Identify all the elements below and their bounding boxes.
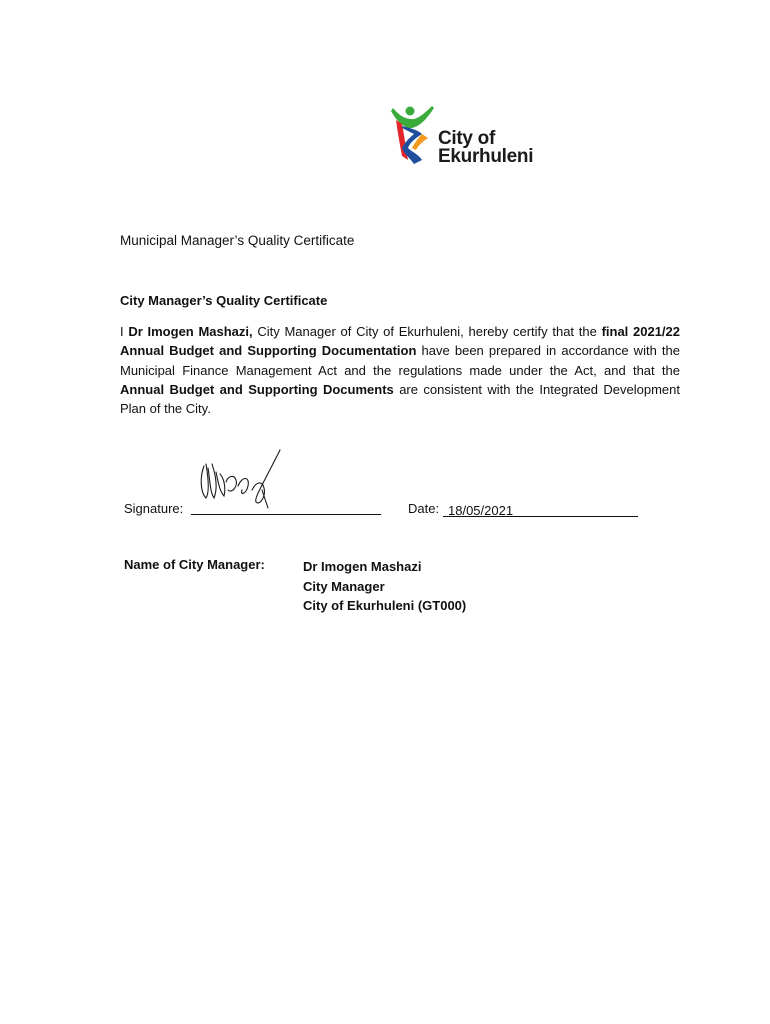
date-label: Date: [408, 501, 440, 516]
body-bold-name: Dr Imogen Mashazi, [128, 324, 253, 339]
certificate-title: City Manager’s Quality Certificate [120, 293, 328, 308]
logo-line2: Ekurhuleni [438, 146, 534, 167]
city-logo-emblem [388, 104, 438, 170]
body-bold-budget: final 2021/22 Annual Budget and Supporting Documentation [120, 324, 680, 359]
manager-name-label: Name of City Manager: [124, 557, 265, 572]
body-text-1: I [120, 324, 129, 339]
date-line [443, 516, 638, 517]
city-logo-wordmark [438, 130, 533, 166]
body-bold-documents: Annual Budget and Supporting Documents [120, 381, 394, 397]
manager-details [303, 557, 466, 616]
body-text-2: City Manager of City of Ekurhuleni, hereby certify that the [252, 324, 602, 339]
logo-line1: City of [438, 128, 496, 149]
manager-title: City Manager [303, 578, 385, 594]
city-logo [388, 104, 534, 170]
manager-name: Dr Imogen Mashazi [303, 559, 422, 574]
body-text-4: are consistent with the Integrated Development Plan of the City. [120, 381, 680, 417]
certificate-body [120, 322, 680, 418]
document-heading: Municipal Manager’s Quality Certificate [120, 233, 355, 248]
date-value: 18/05/2021 [448, 503, 514, 518]
manager-organisation: City of Ekurhuleni (GT000) [303, 598, 467, 613]
handwritten-signature [190, 446, 290, 516]
signature-label: Signature: [124, 501, 184, 516]
body-text-3: have been prepared in accordance with the Municipal Finance Management Act and the regulations made under the Act, and that the [120, 343, 681, 378]
